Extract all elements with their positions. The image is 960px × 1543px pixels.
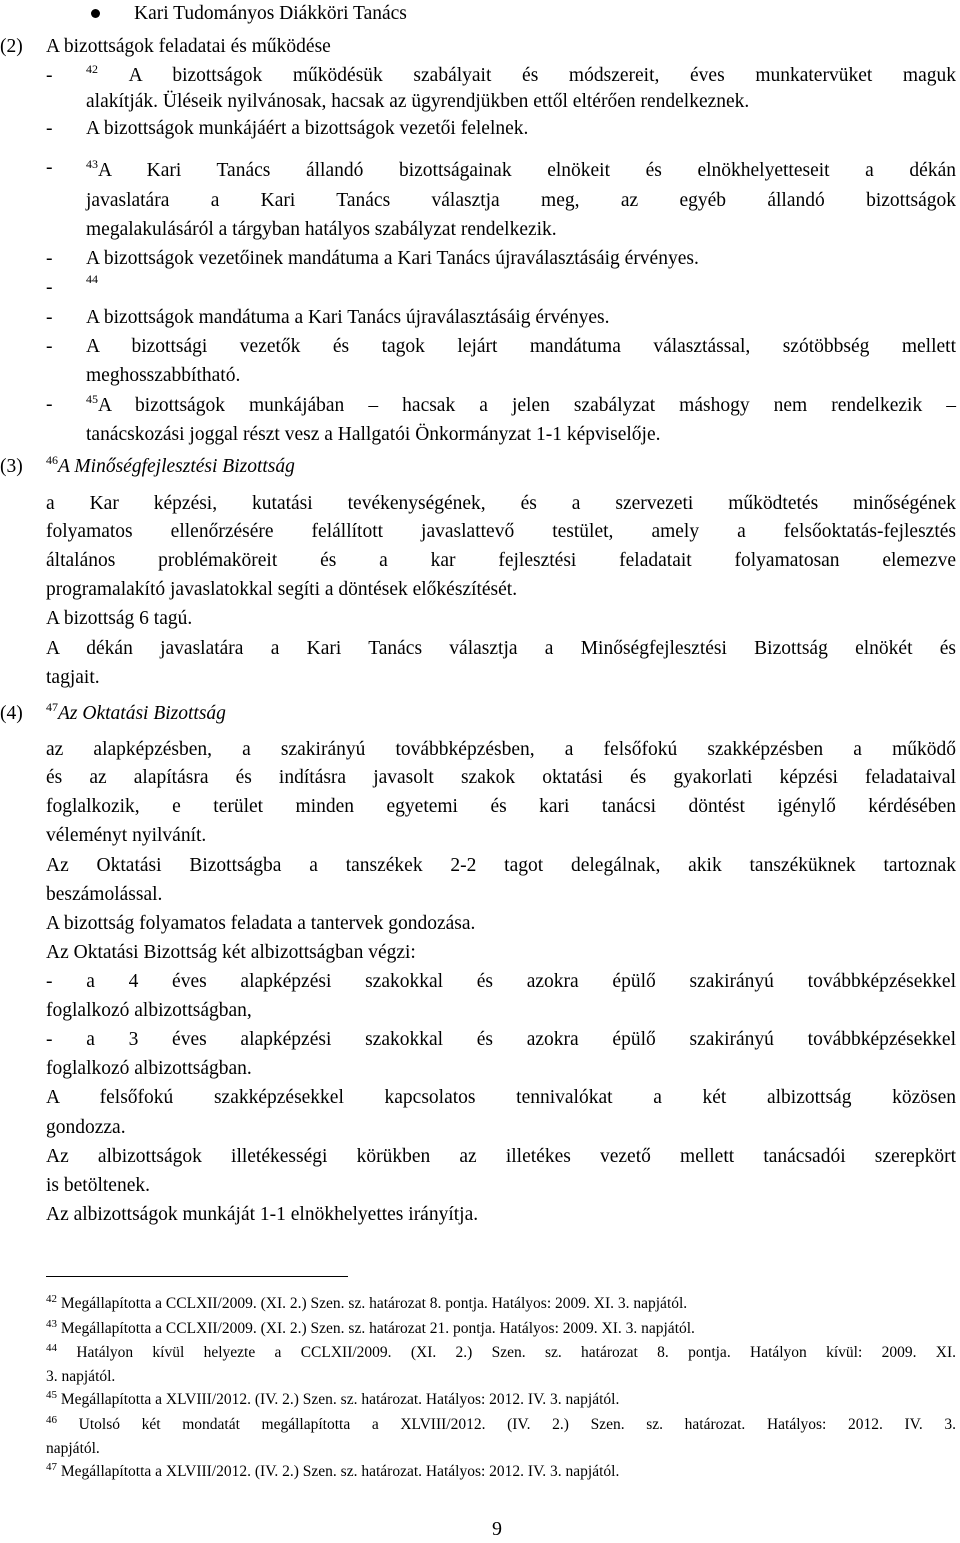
paragraph-line: Az Oktatási Bizottságba a tanszékek 2-2 tagot delegálnak, akik tanszéküknek tartoznak — [46, 855, 956, 876]
list-item-line: javaslatára a Kari Tanács választja meg, az egyéb állandó bizottságok — [86, 190, 956, 211]
list-item-line: meghosszabbítható. — [86, 365, 241, 386]
section-title: $^{47}$Az Oktatási Bizottság — [46, 700, 226, 724]
paragraph-line: - a 4 éves alapképzési szakokkal és azokra épülő szakirányú továbbképzésekkel — [46, 971, 956, 992]
section-number: (4) — [0, 703, 23, 724]
paragraph-line: foglalkozik, e terület minden egyetemi és kari tanácsi döntést igénylő kérdésében — [46, 796, 956, 817]
list-item — [86, 272, 98, 300]
list-dash: - — [46, 277, 53, 298]
list-dash: - — [46, 307, 53, 328]
paragraph-line: Az albizottságok munkáját 1-1 elnökhelyettes irányítja. — [46, 1204, 479, 1225]
list-item: $^{43}$A Kari Tanács állandó bizottságainak elnökeit és elnökhelyetteseit a dékán — [86, 157, 956, 181]
paragraph-line: Az albizottságok illetékességi körükben az illetékes vezető mellett tanácsadói szerepkört — [46, 1146, 956, 1167]
paragraph-line: A bizottság 6 tagú. — [46, 608, 193, 629]
footnote: $^{46}$ Utolsó két mondatát megállapította a XLVIII/2012. (IV. 2.) Szen. sz. határozat. Hatályos: 2012. IV. 3. — [46, 1414, 957, 1433]
list-item: A bizottsági vezetők és tagok lejárt mandátuma választással, szótöbbség mellett — [86, 336, 956, 357]
footnote-ref: 45 — [86, 392, 98, 406]
footnote-separator — [46, 1276, 348, 1277]
bullet-icon — [91, 9, 100, 18]
paragraph-line: A bizottság folyamatos feladata a tantervek gondozása. — [46, 913, 476, 934]
paragraph-line: gondozza. — [46, 1117, 126, 1138]
footnote: $^{42}$ Megállapította a CCLXII/2009. (XI. 2.) Szen. sz. határozat 8. pontja. Hatályos: 2009. XI. 3. napjától. — [46, 1293, 688, 1312]
paragraph-line: és az alapításra és indításra javasolt szakok oktatási és gyakorlati képzési feladataival — [46, 767, 956, 788]
paragraph-line: általános problémaköreit és a kar fejlesztési feladatait folyamatosan elemezve — [46, 550, 956, 571]
list-item: A bizottságok mandátuma a Kari Tanács újraválasztásáig érvényes. — [86, 307, 610, 328]
paragraph-line: a Kar képzési, kutatási tevékenységének, és a szervezeti működtetés minőségének — [46, 493, 956, 514]
paragraph-line: foglalkozó albizottságban, — [46, 1000, 252, 1021]
list-dash: - — [46, 157, 53, 178]
footnote-line: napjától. — [46, 1440, 100, 1457]
footnote: $^{45}$ Megállapította a XLVIII/2012. (IV. 2.) Szen. sz. határozat. Hatályos: 2012. IV. 3. napjától. — [46, 1389, 620, 1408]
list-item-line: megalakulásáról a tárgyban hatályos szabályzat rendelkezik. — [86, 219, 557, 240]
page-number: 9 — [492, 1518, 502, 1540]
list-dash: - — [46, 394, 53, 415]
footnote-ref: 43 — [86, 157, 98, 171]
footnote-ref: 44 — [86, 272, 98, 286]
section-number: (2) — [0, 36, 23, 57]
bullet-item: Kari Tudományos Diákköri Tanács — [134, 3, 407, 24]
list-item-line: alakítják. Üléseik nyilvánosak, hacsak az ügyrendjükben ettől eltérően rendelkeznek. — [86, 91, 750, 112]
list-dash: - — [46, 65, 53, 86]
paragraph-line: beszámolással. — [46, 884, 163, 905]
paragraph-line: A felsőfokú szakképzésekkel kapcsolatos tennivalókat a két albizottság közösen — [46, 1087, 956, 1108]
footnote-ref: 46 — [46, 453, 58, 467]
paragraph-line: véleményt nyilvánít. — [46, 825, 207, 846]
paragraph-line: Az Oktatási Bizottság két albizottságban végzi: — [46, 942, 416, 963]
list-dash: - — [46, 118, 53, 139]
footnote-line: 3. napjától. — [46, 1368, 116, 1385]
section-number: (3) — [0, 456, 23, 477]
paragraph-line: A dékán javaslatára a Kari Tanács választja a Minőségfejlesztési Bizottság elnökét és — [46, 638, 956, 659]
footnote: $^{47}$ Megállapította a XLVIII/2012. (IV. 2.) Szen. sz. határozat. Hatályos: 2012. IV. 3. napjától. — [46, 1461, 620, 1480]
footnote: $^{43}$ Megállapította a CCLXII/2009. (XI. 2.) Szen. sz. határozat 21. pontja. Hatályos: 2009. XI. 3. napjától. — [46, 1318, 695, 1337]
footnote-ref: 42 — [86, 62, 98, 76]
list-item: A bizottságok vezetőinek mandátuma a Kari Tanács újraválasztásáig érvényes. — [86, 248, 699, 269]
list-dash: - — [46, 248, 53, 269]
list-item: $^{45}$A bizottságok munkájában – hacsak a jelen szabályzat máshogy nem rendelkezik – — [86, 392, 956, 416]
list-item: $^{42}$ A bizottságok működésük szabályait és módszereit, éves munkatervüket maguk — [86, 62, 956, 86]
paragraph-line: tagjait. — [46, 667, 100, 688]
paragraph-line: - a 3 éves alapképzési szakokkal és azokra épülő szakirányú továbbképzésekkel — [46, 1029, 956, 1050]
paragraph-line: is betöltenek. — [46, 1175, 150, 1196]
list-item: A bizottságok munkájáért a bizottságok vezetői felelnek. — [86, 118, 529, 139]
list-item-line: tanácskozási joggal részt vesz a Hallgatói Önkormányzat 1-1 képviselője. — [86, 424, 661, 445]
section-title: $^{46}$A Minőségfejlesztési Bizottság — [46, 453, 295, 477]
footnote-ref: 47 — [46, 700, 58, 714]
list-dash: - — [46, 336, 53, 357]
section-title: A bizottságok feladatai és működése — [46, 36, 331, 57]
footnote: $^{44}$ Hatályon kívül helyezte a CCLXII/2009. (XI. 2.) Szen. sz. határozat 8. pontja. Hatályon kívül: 2009. XI. — [46, 1342, 956, 1361]
paragraph-line: folyamatos ellenőrzésére felállított javaslattevő testület, amely a felsőoktatás-fejlesztés — [46, 521, 956, 542]
paragraph-line: programalakító javaslatokkal segíti a döntések előkészítését. — [46, 579, 518, 600]
paragraph-line: foglalkozó albizottságban. — [46, 1058, 252, 1079]
paragraph-line: az alapképzésben, a szakirányú továbbképzésben, a felsőfokú szakképzésben a működő — [46, 739, 956, 760]
